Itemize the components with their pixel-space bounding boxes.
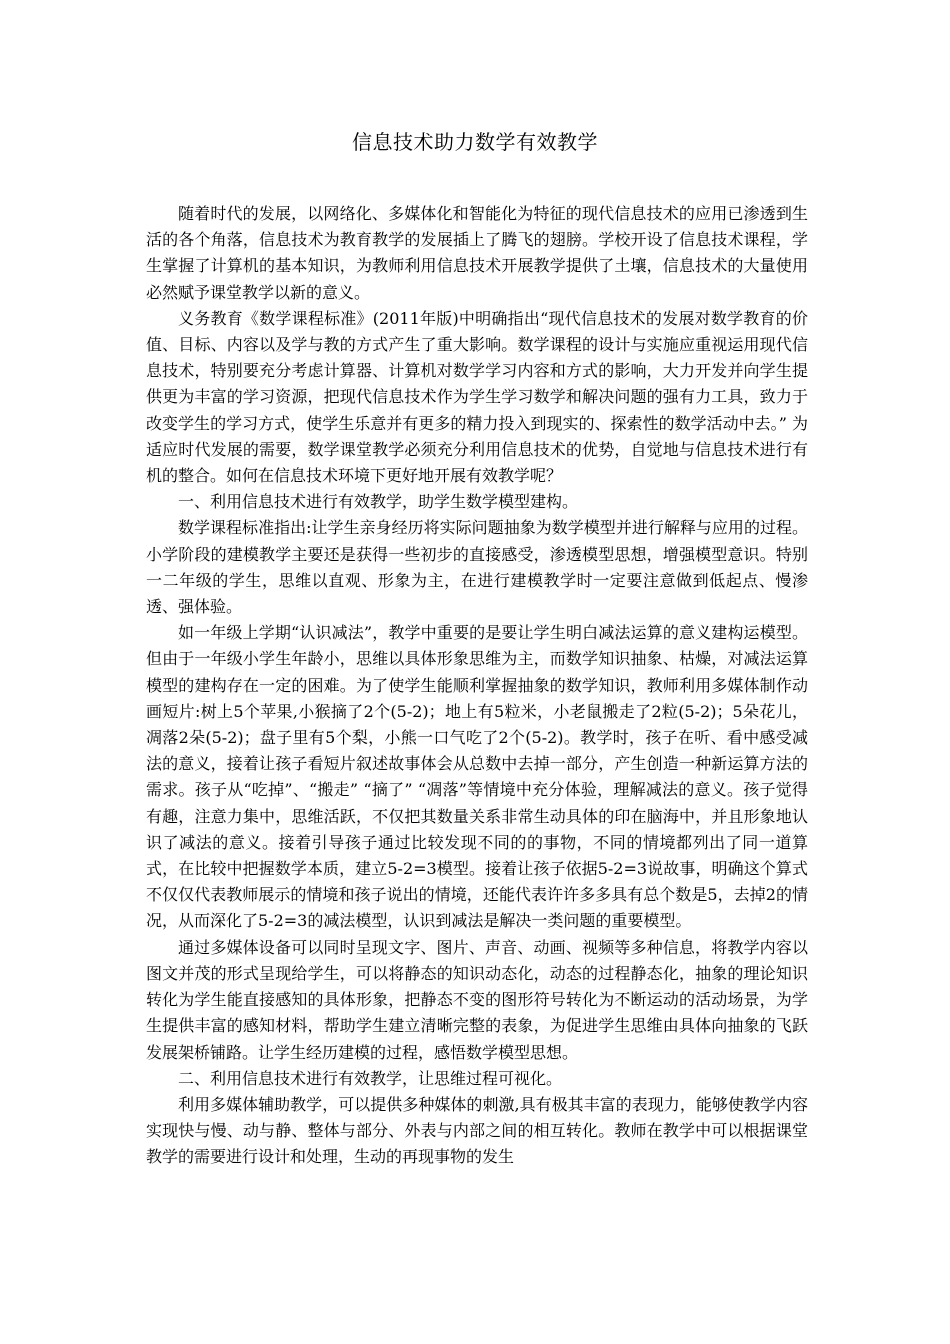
document-title: 信息技术助力数学有效教学 [352,130,598,154]
paragraph-curriculum-standard: 义务教育《数学课程标准》(2011年版)中明确指出“现代信息技术的发展对数学教育的价值、目标、内容以及学与教的方式产生了重大影响。数学课程的设计与实施应重视运用现代信息技术，特别要充分考虑计算器、计算机对数学学习内容和方式的影响，大力开发并向学生提供更为丰富的学习资源，把现代信息技术作为学生学习数学和解决问题的强有力工具，致力于改变学生的学习方式，使学生乐意并有更多的精力投入到现实的、探索性的数学活动中去。” 为适应时代发展的需要，数学课堂教学必须充分利用信息技术的优势，自觉地与信息技术进行有机的整合。如何在信息技术环境下更好地开展有效教学呢？ [146,308,808,486]
document-body [146,201,808,1171]
section-heading-1: 一、利用信息技术进行有效教学，助学生数学模型建构。 [178,492,579,512]
paragraph-multimedia: 通过多媒体设备可以同时呈现文字、图片、声音、动画、视频等多种信息，将教学内容以图文并茂的形式呈现给学生，可以将静态的知识动态化，动态的过程静态化，抽象的理论知识转化为学生能直接感知的具体形象，把静态不变的图形符号转化为不断运动的活动场景，为学生提供丰富的感知材料，帮助学生建立清晰完整的表象，为促进学生思维由具体向抽象的飞跃发展架桥铺路。让学生经历建模的过程，感悟数学模型思想。 [146,937,808,1062]
paragraph-intro: 随着时代的发展，以网络化、多媒体化和智能化为特征的现代信息技术的应用已渗透到生活的各个角落，信息技术为教育教学的发展插上了腾飞的翅膀。学校开设了信息技术课程，学生掌握了计算机的基本知识，为教师利用信息技术开展教学提供了土壤，信息技术的大量使用必然赋予课堂教学以新的意义。 [146,204,808,302]
paragraph-visualization: 利用多媒体辅助教学，可以提供多种媒体的刺激,具有极其丰富的表现力，能够使教学内容实现快与慢、动与静、整体与部分、外表与内部之间的相互转化。教师在教学中可以根据课堂教学的需要进行设计和处理，生动的再现事物的发生 [146,1094,808,1167]
paragraph-modeling: 数学课程标准指出:让学生亲身经历将实际问题抽象为数学模型并进行解释与应用的过程。小学阶段的建模教学主要还是获得一些初步的直接感受，渗透模型思想，增强模型意识。特别一二年级的学生，思维以直观、形象为主，在进行建模教学时一定要注意做到低起点、慢渗透、强体验。 [146,518,808,617]
section-heading-2: 二、利用信息技术进行有效教学，让思维过程可视化。 [178,1068,563,1088]
paragraph-subtraction-example: 如一年级上学期“认识减法”，教学中重要的是要让学生明白减法运算的意义建构运模型。但由于一年级小学生年龄小，思维以具体形象思维为主，而数学知识抽象、枯燥，对减法运算模型的建构存在一定的困难。为了使学生能顺利掌握抽象的数学知识，教师利用多媒体制作动画短片:树上5个苹果,小猴摘了2个(5-2)；地上有5粒米，小老鼠搬走了2粒(5-2)；5朵花儿，凋落2朵(5-2)；盘子里有5个梨，小熊一口气吃了2个(5-2)。教学时，孩子在听、看中感受减法的意义，接着让孩子看短片叙述故事体会从总数中去掉一部分，产生创造一种新运算方法的需求。孩子从“吃掉”、“搬走” “摘了” “凋落”等情境中充分体验，理解减法的意义。孩子觉得有趣，注意力集中，思维活跃，不仅把其数量关系非常生动具体的印在脑海中，并且形象地认识了减法的意义。接着引导孩子通过比较发现不同的的事物，不同的情境都列出了同一道算式，在比较中把握数学本质，建立5-2=3模型。接着让孩子依据5-2=3说故事，明确这个算式不仅仅代表教师展示的情境和孩子说出的情境，还能代表许许多多具有总个数是5，去掉2的情况，从而深化了5-2=3的减法模型，认识到减法是解决一类问题的重要模型。 [146,623,808,931]
